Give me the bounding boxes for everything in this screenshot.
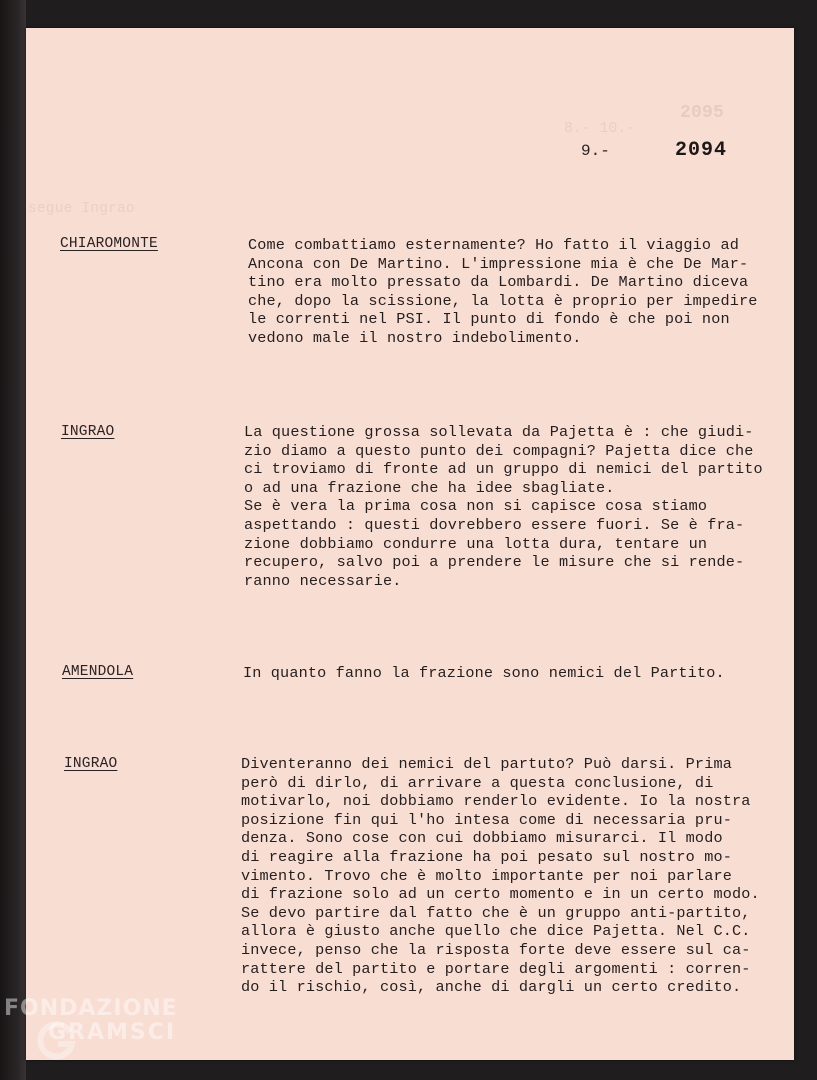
bleed-through-page-number: 2095 [680,103,725,123]
text-line: Come combattiamo esternamente? Ho fatto il viaggio ad [248,236,739,254]
page-number: 2094 [675,139,728,162]
speaker-label: AMENDOLA [62,664,134,680]
text-line: vimento. Trovo che è molto importante per noi parlare [241,866,732,885]
text-line: o ad una frazione che ha idee sbagliate. [244,478,615,497]
speech-paragraph [248,236,758,348]
text-line: motivarlo, noi dobbiamo renderlo evidente. Io la nostra [241,792,751,811]
text-line: Se devo partire dal fatto che è un gruppo anti-partito, [241,903,751,922]
text-line: di frazione solo ad un certo momento e in un certo modo. [241,885,760,904]
text-line: In quanto fanno la frazione sono nemici del Partito. [243,664,725,682]
text-line: do il rischio, così, anche di dargli un certo credito. [241,978,742,997]
text-line: rattere del partito e portare degli argomenti : corren- [241,959,751,978]
text-line: denza. Sono cose con cui dobbiamo misurarci. Il modo [241,829,723,848]
text-line: che, dopo la scissione, la lotta è proprio per impedire [248,291,758,310]
text-line: aspettando : questi dovrebbero essere fuori. Se è fra- [244,515,745,534]
text-line: Diventeranno dei nemici del partuto? Può darsi. Prima [241,755,732,773]
text-line: Se è vera la prima cosa non si capisce cosa stiamo [244,497,708,516]
page-number-small: 9.- [581,142,610,160]
text-line: zio diamo a questo punto dei compagni? Pajetta dice che [244,441,754,460]
text-line: di reagire alla frazione ha poi pesato sul nostro mo- [241,847,732,866]
bleed-through-small-number: 8.- 10.- [564,121,636,137]
speech-paragraph [241,755,760,997]
speaker-label: INGRAO [61,424,115,440]
text-line: zione dobbiamo condurre una lotta dura, tentare un [244,534,708,553]
watermark-line-1: FONDAZIONE [4,996,178,1021]
speech-paragraph [244,423,763,590]
speaker-label: INGRAO [64,756,118,772]
text-line: invece, penso che la risposta forte deve essere sul ca- [241,940,751,959]
bleed-through-label: segue Ingrao [28,201,135,217]
text-line: Ancona con De Martino. L'impressione mia è che De Mar- [248,254,749,273]
speech-paragraph [243,664,725,683]
text-line: tino era molto pressato da Lombardi. De Martino diceva [248,273,749,292]
text-line: le correnti nel PSI. Il punto di fondo è che poi non [248,310,730,329]
text-line: La questione grossa sollevata da Pajetta è : che giudi- [244,423,754,441]
speaker-label: CHIAROMONTE [60,236,158,252]
archive-watermark [4,990,204,1070]
document-page [26,28,794,1060]
watermark-line-2: GRAMSCI [48,1020,177,1045]
text-line: però di dirlo, di arrivare a questa conclusione, di [241,773,714,792]
scanner-edge [0,0,26,1080]
text-line: ranno necessarie. [244,571,402,590]
text-line: ci troviamo di fronte ad un gruppo di nemici del partito [244,460,763,479]
text-line: recupero, salvo poi a prendere le misure che si rende- [244,553,745,572]
text-line: posizione fin qui l'ho intesa come di necessaria pru- [241,810,732,829]
text-line: allora è giusto anche quello che dice Pajetta. Nel C.C. [241,922,751,941]
text-line: vedono male il nostro indebolimento. [248,328,582,347]
